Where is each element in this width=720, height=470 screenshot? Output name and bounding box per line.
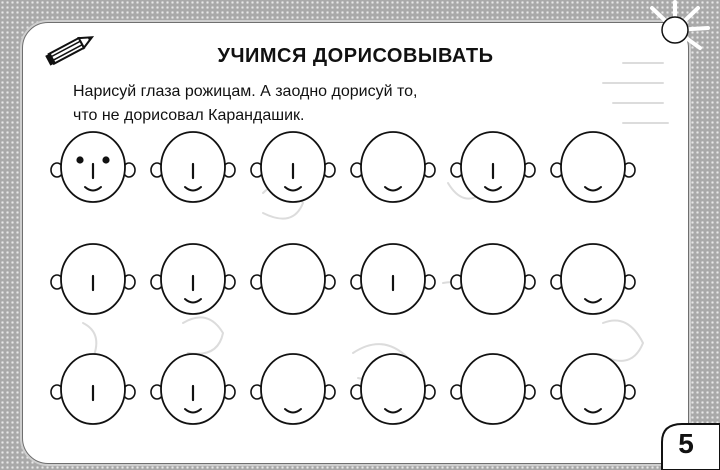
sun-icon xyxy=(630,0,720,60)
page-number: 5 xyxy=(678,428,694,459)
face-2-3[interactable] xyxy=(251,244,335,314)
face-1-4[interactable] xyxy=(351,132,435,202)
instruction-line-1: Нарисуй глаза рожицам. А заодно дорисуй то, xyxy=(73,83,418,100)
face-2-2[interactable] xyxy=(151,244,235,314)
face-outline xyxy=(461,354,525,424)
face-3-1[interactable] xyxy=(51,354,135,424)
face-3-4[interactable] xyxy=(351,354,435,424)
page-title: УЧИМСЯ ДОРИСОВЫВАТЬ xyxy=(217,45,494,67)
left-eye xyxy=(76,156,83,163)
face-2-5[interactable] xyxy=(451,244,535,314)
face-1-6[interactable] xyxy=(551,132,635,202)
page-number-badge xyxy=(652,418,720,470)
instruction-line-2: что не дорисовал Карандашик. xyxy=(73,107,305,124)
face-1-3[interactable] xyxy=(251,132,335,202)
face-2-4[interactable] xyxy=(351,244,435,314)
face-3-5[interactable] xyxy=(451,354,535,424)
face-2-1[interactable] xyxy=(51,244,135,314)
face-1-1[interactable] xyxy=(51,132,135,202)
face-3-3[interactable] xyxy=(251,354,335,424)
face-outline xyxy=(261,244,325,314)
face-3-2[interactable] xyxy=(151,354,235,424)
face-1-2[interactable] xyxy=(151,132,235,202)
worksheet-card xyxy=(22,22,689,464)
right-eye xyxy=(102,156,109,163)
faces-grid xyxy=(23,23,688,463)
face-1-5[interactable] xyxy=(451,132,535,202)
face-3-6[interactable] xyxy=(551,354,635,424)
face-2-6[interactable] xyxy=(551,244,635,314)
face-outline xyxy=(461,244,525,314)
